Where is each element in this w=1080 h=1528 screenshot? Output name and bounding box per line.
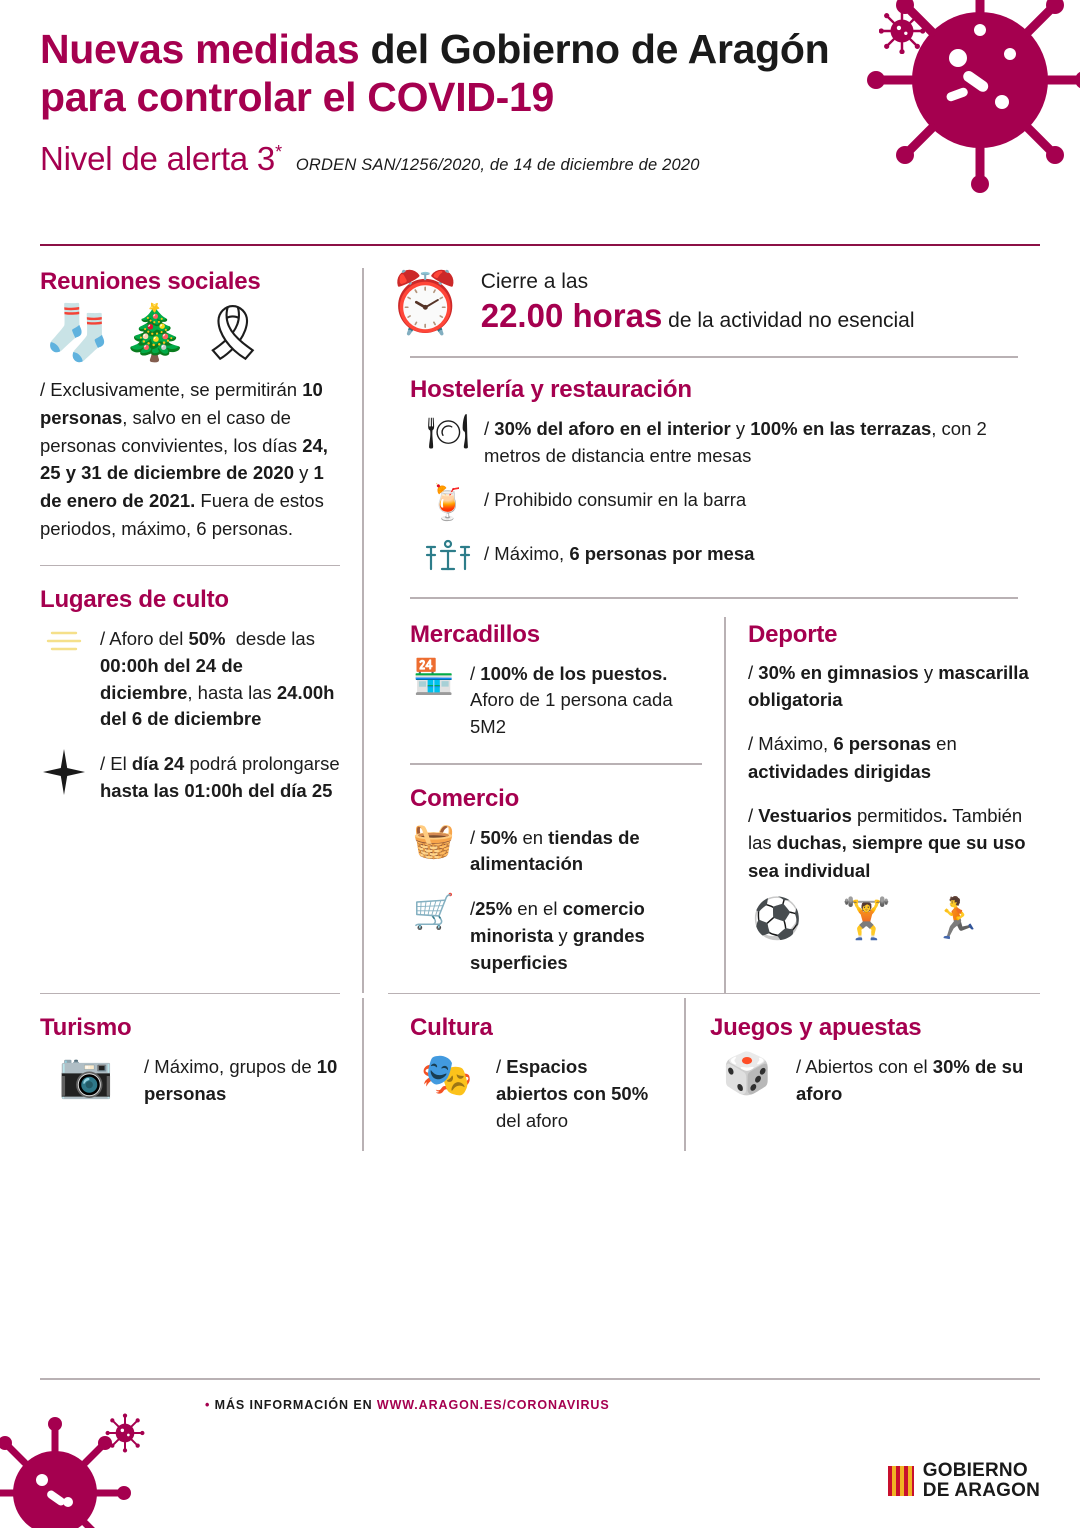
column-divider (362, 998, 364, 1150)
section-title-sport: Deporte (748, 620, 838, 648)
column-sport (748, 617, 1040, 993)
commerce-item-text: /25% en el comercio minorista y grandes superficies (470, 898, 645, 973)
section-title-culture: Cultura (410, 1014, 493, 1042)
list-item (424, 414, 1040, 470)
market-stall-icon: 🏪 (412, 657, 456, 696)
divider (410, 763, 702, 765)
shopping-basket-icon: 🧺 (412, 821, 456, 860)
weightlifting-icon: 🏋 (841, 896, 892, 941)
star-sparkle-icon (40, 749, 88, 803)
list-item (710, 1052, 1040, 1108)
camera-icon: 📷 (58, 1051, 114, 1101)
theater-masks-icon: 🎭 (420, 1051, 474, 1099)
section-title-markets: Mercadillos (410, 620, 540, 648)
right-column (388, 246, 1040, 993)
closing-rest: de la actividad no esencial (662, 309, 915, 333)
sport-item-text: / Máximo, 6 personas en actividades dirigidas (748, 733, 957, 782)
title-part-2: del Gobierno de Aragón (359, 26, 830, 72)
title-part-3: para controlar el COVID-19 (40, 73, 554, 120)
running-person-icon: 🏃 (931, 896, 982, 941)
tourism-text: / Máximo, grupos de 10 personas (144, 1056, 338, 1104)
dice-chips-icon: 🎲 (722, 1052, 772, 1097)
christmas-tree-icon: 🎄 (121, 303, 189, 363)
hospitality-item-text: / 30% del aforo en el interior y 100% en las terrazas, con 2 metros de distancia entre mesas (484, 417, 987, 466)
list-item (410, 659, 702, 741)
order-reference: ORDEN SAN/1256/2020, de 14 de diciembre de 2020 (295, 155, 700, 174)
main-content (0, 246, 1080, 993)
gov-line-1: GOBIERNO (922, 1459, 1028, 1481)
left-column (40, 246, 340, 993)
culture-text: / Espacios abiertos con 50% del aforo (496, 1056, 649, 1131)
alert-level-text: Nivel de alerta 3 (40, 139, 276, 177)
footer-info-lead: MÁS INFORMACIÓN EN (214, 1397, 377, 1412)
hospitality-item-text: / Máximo, 6 personas por mesa (484, 542, 755, 564)
government-logo-text (923, 1461, 1040, 1502)
alert-level-star: * (275, 141, 282, 162)
header (0, 0, 1080, 230)
alert-level (40, 140, 282, 178)
column-divider (362, 268, 364, 993)
bullet-icon: • (205, 1397, 211, 1412)
title-part-1: Nuevas medidas (40, 26, 360, 72)
government-logo (888, 1461, 1040, 1502)
list-item (40, 624, 340, 733)
section-betting (710, 998, 1040, 1150)
worship-item-text: / El día 24 podrá prolongarse hasta las 01:00h del día 25 (100, 753, 340, 802)
social-text: / Exclusivamente, se permitirán 10 personas, salvo en el caso de personas convivientes, los días 24, 25 y 31 de diciembre de 2020 y 1 de enero de 2021. Fuera de estos periodos, máximo, 6 personas. (40, 379, 328, 539)
divider (388, 993, 1040, 995)
list-item (410, 823, 702, 879)
markets-item-text: / 100% de los puestos. Aforo de 1 persona cada 5M2 (470, 662, 673, 738)
footer (0, 1378, 1080, 1528)
page-title (40, 26, 870, 122)
column-markets-commerce (388, 617, 702, 993)
bottom-sections (0, 998, 1080, 1150)
section-title-worship: Lugares de culto (40, 586, 229, 613)
hospitality-item-text: / Prohibido consumir en la barra (484, 489, 747, 511)
divider (410, 597, 1018, 599)
section-title-social: Reuniones sociales (40, 268, 261, 295)
coronavirus-small-bottom-icon (105, 1413, 145, 1453)
betting-text: / Abiertos con el 30% de su aforo (796, 1056, 1024, 1104)
table-chairs-icon (424, 539, 472, 579)
gov-line-2: DE ARAGON (922, 1480, 1040, 1502)
commerce-item-text: / 50% en tiendas de alimentación (470, 826, 640, 875)
section-title-hospitality: Hostelería y restauración (410, 375, 692, 403)
food-serving-tray-icon: 🍽 (426, 412, 470, 451)
section-title-betting: Juegos y apuestas (710, 1014, 922, 1042)
social-icons (44, 303, 340, 363)
footer-url[interactable]: WWW.ARAGON.ES/CORONAVIRUS (376, 1397, 610, 1412)
sport-icons (752, 896, 1040, 941)
divider (410, 356, 1018, 358)
column-divider (684, 998, 686, 1150)
mid-columns (388, 617, 1040, 993)
divider (40, 993, 340, 995)
list-item (40, 1052, 340, 1108)
footer-info (0, 1380, 1080, 1412)
worship-item-text: / Aforo del 50% desde las 00:00h del 24 de diciembre, hasta las 24.00h del 6 de diciembre (100, 628, 335, 730)
sport-item-text: / Vestuarios permitidos. También las duchas, siempre que su uso sea individual (748, 804, 1026, 882)
shopping-cart-icon: 🛒 (412, 893, 456, 932)
christmas-bauble-icon: 🎗 (198, 303, 268, 363)
column-divider (724, 617, 726, 993)
alarm-clock-icon: ⏰ (388, 269, 463, 337)
section-hospitality (388, 376, 1040, 579)
list-item (424, 485, 1040, 522)
soccer-ball-icon: ⚽ (752, 896, 802, 941)
divider (40, 565, 340, 567)
closing-text (481, 268, 915, 338)
section-culture (388, 998, 662, 1150)
christmas-stocking-icon: 🧦 (44, 303, 112, 363)
sport-item-text: / 30% en gimnasios y mascarilla obligatoria (748, 661, 1029, 711)
section-title-tourism: Turismo (40, 1014, 132, 1042)
aragon-flag-icon (888, 1466, 914, 1496)
list-item (410, 894, 702, 976)
section-title-commerce: Comercio (410, 784, 520, 812)
list-item (40, 749, 340, 805)
closing-line-1: Cierre a las (480, 270, 589, 293)
closing-hours: 22.00 horas (480, 297, 663, 335)
section-tourism (40, 998, 340, 1150)
cocktail-glass-icon: 🍹 (426, 484, 470, 523)
closing-banner (388, 268, 1040, 338)
light-rays-icon (40, 624, 88, 666)
list-item (410, 1052, 662, 1134)
coronavirus-small-icon (879, 8, 925, 54)
list-item (424, 539, 1040, 579)
